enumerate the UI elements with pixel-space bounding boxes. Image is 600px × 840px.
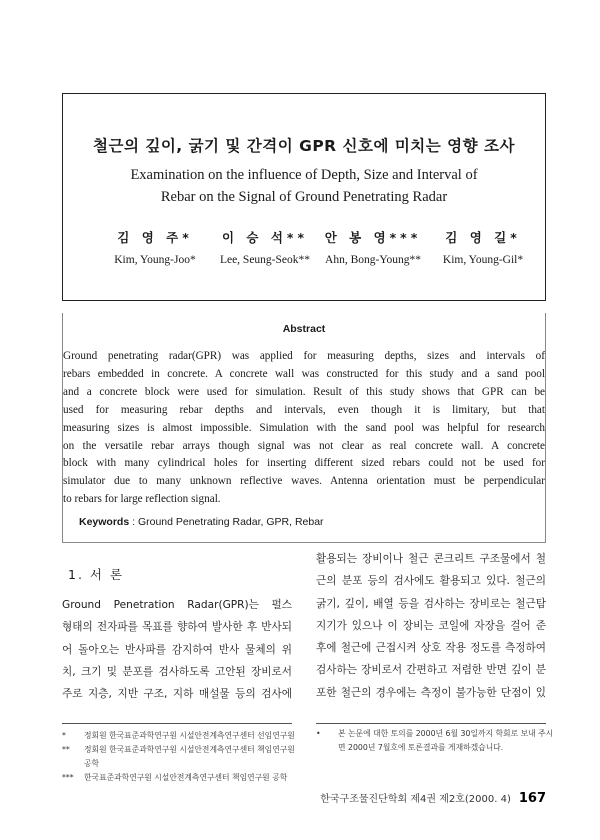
body-line: 굵기, 깊이, 배열 등을 검사하는 장비로는 철근탐 [316, 597, 546, 610]
body-line: 근의 분포 등의 검사에도 활용되고 있다. 철근의 [316, 575, 546, 588]
abstract-line: simulator due to many unknown reflective waves. Antenna orientation must be perpendicular [63, 475, 545, 488]
footnote-mark: ** [62, 745, 70, 754]
body-line: 후에 철근에 근접시켜 상호 작용 정도를 측정하여 [316, 642, 546, 655]
footnote-text: 본 논문에 대한 토의를 2000년 6월 30일까지 학회로 보내 주시면 2000년 7월호에 토론결과를 게재하겠습니다. [338, 729, 554, 752]
body-line: 활용되는 장비이나 철근 콘크리트 구조물에서 철 [316, 553, 546, 565]
body-column-right [316, 548, 546, 704]
footnote-mark: * [62, 731, 66, 740]
body-line: 치, 크기 및 분포를 검사하도록 고안된 장비로서 [62, 665, 292, 678]
footnote-text: 정회원 한국표준과학연구원 시설안전계측연구센터 책임연구원 공학 [84, 745, 295, 768]
footnote-mark: *** [62, 773, 74, 782]
footnote-mark: • [316, 729, 321, 738]
body-line: 어 돌아오는 반사파를 감지하여 반사 물체의 위 [62, 643, 292, 656]
keywords-list: : Ground Penetrating Radar, GPR, Rebar [129, 516, 324, 528]
title-korean: 철근의 깊이, 굵기 및 간격이 GPR 신호에 미치는 영향 조사 [93, 137, 515, 155]
title-english-line-2: Rebar on the Signal of Ground Penetrating Radar [160, 189, 448, 205]
abstract-line: measuring sizes is almost impossible. Simulation with the sand pool was helpful for research [63, 421, 545, 434]
body-column-left [62, 594, 292, 705]
author-name-korean: 이 승 석** [221, 230, 308, 245]
author-name-english: Kim, Young-Gil* [442, 254, 524, 266]
title-english [63, 164, 545, 208]
footnote [62, 771, 302, 785]
footnote-divider [62, 723, 292, 724]
footnote [62, 729, 302, 743]
section-title: 1. 서 론 [68, 567, 125, 582]
abstract-line: rebars embedded in concrete. A concrete wall was constructed for this study and a sand pool [63, 367, 545, 380]
keywords-label: Keywords [79, 516, 130, 528]
body-line: 포한 철근의 경우에는 측정이 불가능한 단점이 있 [316, 686, 546, 699]
author-name-korean: 김 영 길* [445, 230, 521, 245]
footnotes-right [316, 727, 556, 755]
abstract-body [63, 348, 545, 509]
body-line: 형태의 전자파를 목표를 향하여 발사한 후 반사되 [62, 621, 292, 634]
footnote-divider [316, 723, 546, 724]
body-line: Ground Penetration Radar(GPR)는 펄스 [62, 599, 292, 611]
page-number: 167 [518, 791, 546, 806]
title-box [62, 93, 546, 301]
abstract-line: block with many cylindrical holes for inserting different sized rebars could not be used for [63, 457, 545, 470]
body-line: 검사하는 장비로서 간편하고 저렴한 반면 깊이 분 [316, 664, 546, 677]
author-name-korean: 김 영 주* [117, 230, 193, 245]
abstract-line: to rebars for large reflection signal. [63, 493, 221, 506]
author-3 [313, 228, 433, 266]
author-name-english: Ahn, Bong-Young** [325, 254, 421, 266]
keywords [79, 516, 324, 528]
body-line: 지기가 있으나 이 장비는 코일에 자장을 걸어 준 [316, 619, 546, 632]
author-name-english: Kim, Young-Joo* [114, 254, 196, 266]
author-4 [423, 228, 543, 266]
abstract-line: on the versatile rebar arrays though signal was not clear as real concrete wall. A concrete [63, 439, 545, 452]
footnotes-left [62, 729, 302, 785]
author-2 [205, 228, 325, 266]
abstract-line: Ground penetrating radar(GPR) was applied for measuring depths, sizes and intervals of [63, 350, 545, 362]
author-name-korean: 안 봉 영*** [324, 230, 422, 245]
title-english-line-1: Examination on the influence of Depth, Size and Interval of [130, 167, 478, 183]
abstract-box [62, 313, 546, 543]
journal-info: 한국구조물진단학회 제4권 제2호(2000. 4) [320, 794, 511, 805]
body-line: 주로 지층, 지반 구조, 지하 매설물 등의 검사에 [62, 688, 292, 701]
footnote [316, 727, 556, 755]
footnote [62, 743, 302, 771]
author-1 [95, 228, 215, 266]
page-footer [320, 790, 546, 806]
author-name-english: Lee, Seung-Seok** [219, 254, 311, 266]
footnote-text: 정회원 한국표준과학연구원 시설안전계측연구센터 선임연구원 [84, 731, 295, 740]
abstract-line: and a concrete block were used for simulation. Result of this study shows that GPR can be [63, 385, 545, 398]
abstract-heading: Abstract [282, 323, 326, 335]
abstract-line: used for measuring rebar depths and intervals, even though it is limitary, but that [63, 403, 545, 416]
footnote-text: 한국표준과학연구원 시설안전계측연구센터 책임연구원 공학 [84, 773, 288, 782]
